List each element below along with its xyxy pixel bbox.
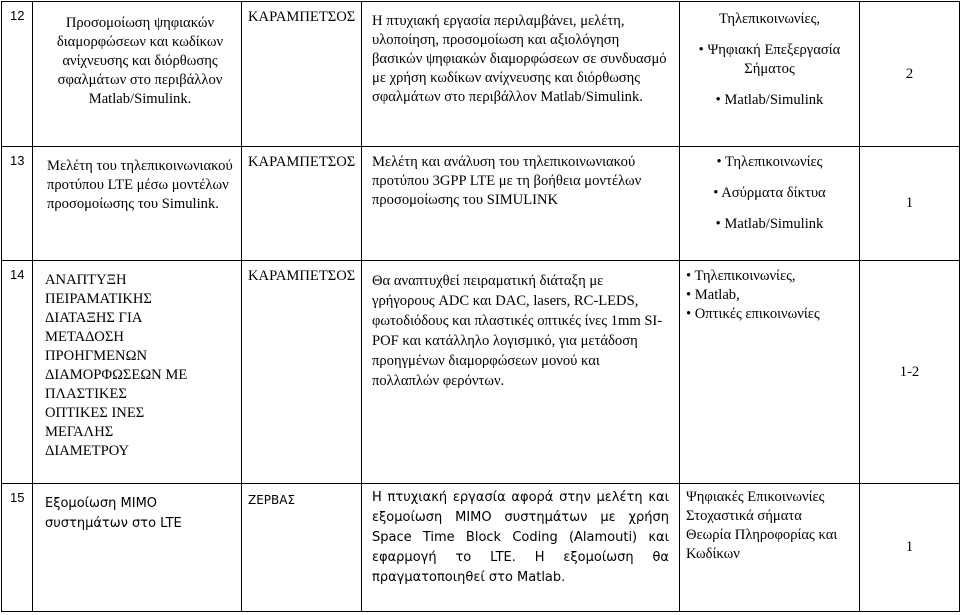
bullet-icon: • xyxy=(686,306,695,322)
topic-description: Η πτυχιακή εργασία αφορά στην μελέτη και εξομοίωση MIMO συστημάτων με χρήση Space Time Block Coding (Alamouti) και εφαρμογή το LTE. Η εξομοίωση θα πραγματοποιηθεί στο Matlab. xyxy=(362,484,680,612)
thesis-topics-table xyxy=(1,1,960,612)
row-number: 15 xyxy=(2,484,33,612)
supervisor: ΚΑΡΑΜΠΕΤΣΟΣ xyxy=(242,2,362,147)
topic-title: Εξομοίωση MIMO συστημάτων στο LTE xyxy=(33,484,242,612)
topic-description: Η πτυχιακή εργασία περιλαμβάνει, μελέτη, υλοποίηση, προσομοίωση και αξιολόγηση βασικών ψηφιακών διαμορφώσεων σε συνδυασμό με χρήση κωδίκων ανίχνευσης και διόρθωσης σφαλμάτων στο περιβάλλον Matlab/Simulink. xyxy=(362,2,680,147)
keyword: • Matlab/Simulink xyxy=(715,216,824,232)
keyword: • Ασύρματα δίκτυα xyxy=(713,185,826,201)
row-number: 13 xyxy=(2,147,33,261)
keywords-cell xyxy=(680,484,860,612)
row-number: 14 xyxy=(2,261,33,484)
supervisor: ΚΑΡΑΜΠΕΤΣΟΣ xyxy=(242,147,362,261)
keyword: • Τηλεπικοινωνίες, xyxy=(686,268,796,284)
keyword: Θεωρία Πληροφορίας και Κωδίκων xyxy=(686,527,838,562)
keywords-cell xyxy=(680,147,860,261)
supervisor: ΖΕΡΒΑΣ xyxy=(242,484,362,612)
bullet-icon: • xyxy=(686,287,695,303)
keyword: • Τηλεπικοινωνίες xyxy=(716,154,823,170)
keyword: • Ψηφιακή Επεξεργασία Σήματος xyxy=(698,42,841,77)
keyword: • Matlab/Simulink xyxy=(715,92,824,108)
bullet-icon: • xyxy=(686,268,695,284)
table-row xyxy=(2,484,960,612)
student-count: 1 xyxy=(860,147,960,261)
keywords-cell xyxy=(680,261,860,484)
keyword: Ψηφιακές Επικοινωνίες xyxy=(686,489,825,505)
row-number: 12 xyxy=(2,2,33,147)
bullet-icon: • xyxy=(715,92,725,108)
student-count: 2 xyxy=(860,2,960,147)
table-row xyxy=(2,261,960,484)
bullet-icon: • xyxy=(715,216,725,232)
table-row xyxy=(2,2,960,147)
student-count: 1 xyxy=(860,484,960,612)
supervisor: ΚΑΡΑΜΠΕΤΣΟΣ xyxy=(242,261,362,484)
keywords-cell xyxy=(680,2,860,147)
topic-title: Μελέτη του τηλεπικοινωνιακού προτύπου LTE μέσω μοντέλων προσομοίωσης του Simulink. xyxy=(33,147,242,261)
bullet-icon: • xyxy=(716,154,726,170)
bullet-icon: • xyxy=(698,42,708,58)
table-row xyxy=(2,147,960,261)
topic-title: ΑΝΑΠΤΥΞΗ ΠΕΙΡΑΜΑΤΙΚΗΣ ΔΙΑΤΑΞΗΣ ΓΙΑ ΜΕΤΑΔΟΣΗ ΠΡΟΗΓΜΕΝΩΝ ΔΙΑΜΟΡΦΩΣΕΩΝ ΜΕ ΠΛΑΣΤΙΚΕΣ ΟΠΤΙΚΕΣ ΙΝΕΣ ΜΕΓΑΛΗΣ ΔΙΑΜΕΤΡΟΥ xyxy=(33,261,242,484)
bullet-icon: • xyxy=(713,185,722,201)
topic-description: Μελέτη και ανάλυση του τηλεπικοινωνιακού προτύπου 3GPP LTE με τη βοήθεια μοντέλων προσομοίωσης του SIMULINK xyxy=(362,147,680,261)
keyword: Στοχαστικά σήματα xyxy=(686,508,802,524)
keyword: Τηλεπικοινωνίες, xyxy=(718,11,821,27)
topic-title: Προσομοίωση ψηφιακών διαμορφώσεων και κωδίκων ανίχνευσης και διόρθωσης σφαλμάτων στο περιβάλλον Matlab/Simulink. xyxy=(33,2,242,147)
topic-description: Θα αναπτυχθεί πειραματική διάταξη με γρήγορους ADC και DAC, lasers, RC-LEDS, φωτοδιόδους και πλαστικές οπτικές ίνες 1mm SI-POF και κατάλληλο λογισμικό, για μετάδοση προηγμένων διαμορφώσεων μονού και πολλαπλών φερόντων. xyxy=(362,261,680,484)
student-count: 1-2 xyxy=(860,261,960,484)
keyword: • Matlab, xyxy=(686,287,740,303)
keyword: • Οπτικές επικοινωνίες xyxy=(686,306,820,322)
